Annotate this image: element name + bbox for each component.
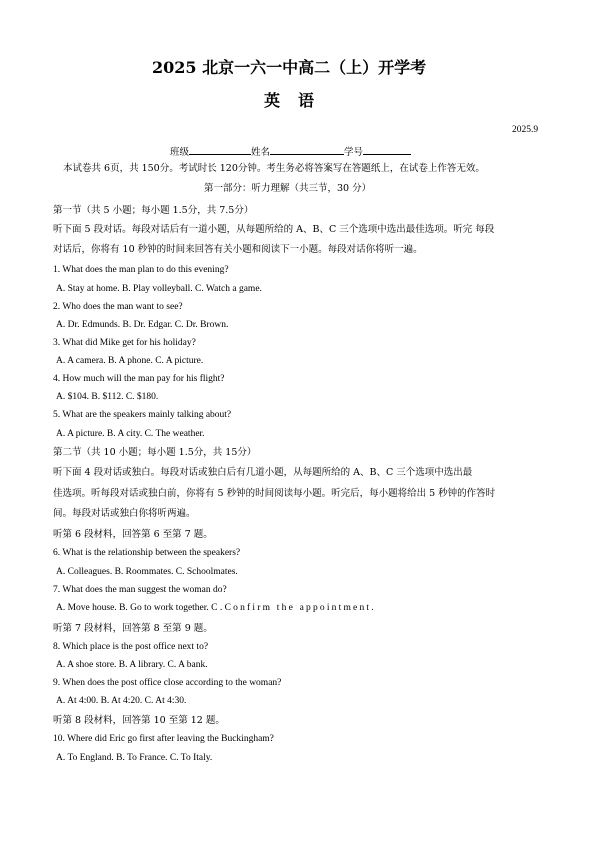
section2-title: 第二节（共 10 小题；每小题 1.5分，共 15分） <box>53 447 257 458</box>
question-9: 9. When does the post office close according to the woman? <box>53 678 282 688</box>
question-7-options-b: Confirm the appointment. <box>224 603 376 613</box>
material-6-heading: 听第 6 段材料，回答第 6 至第 7 题。 <box>53 529 213 540</box>
question-9-options: A. At 4:00. B. At 4:20. C. At 4:30. <box>56 696 187 706</box>
class-blank[interactable] <box>189 145 251 155</box>
question-6: 6. What is the relationship between the speakers? <box>53 548 241 558</box>
name-blank[interactable] <box>270 145 344 155</box>
question-2: 2. Who does the man want to see? <box>53 302 183 312</box>
exam-notice: 本试卷共 6页，共 150分。考试时长 120分钟。考生务必将答案写在答题纸上，在试卷上作答无效。 <box>63 163 485 174</box>
section2-instruction-line: 间。每段对话或独白你将听两遍。 <box>53 508 196 519</box>
question-7-options-a: A. Move house. B. Go to work together. C . <box>56 603 223 613</box>
question-3-options: A. A camera. B. A phone. C. A picture. <box>56 356 204 366</box>
material-8-heading: 听第 8 段材料，回答第 10 至第 12 题。 <box>53 715 225 726</box>
question-1-options: A. Stay at home. B. Play volleyball. C. Watch a game. <box>56 284 262 294</box>
question-3: 3. What did Mike get for his holiday? <box>53 338 196 348</box>
id-label: 学号 <box>344 147 364 158</box>
question-5-options: A. A picture. B. A city. C. The weather. <box>56 429 205 439</box>
material-7-heading: 听第 7 段材料，回答第 8 至第 9 题。 <box>53 623 213 634</box>
section1-instruction-line: 对话后，你将有 10 秒钟的时间来回答有关小题和阅读下一小题。每段对话你将听一遍。 <box>53 244 423 255</box>
section2-instruction-line: 听下面 4 段对话或独白。每段对话或独白后有几道小题，从每题所给的 A、B、C 三个选项中选出最 <box>53 467 473 478</box>
question-2-options: A. Dr. Edmunds. B. Dr. Edgar. C. Dr. Brown. <box>56 320 229 330</box>
question-7-options <box>56 604 376 614</box>
section1-title: 第一节（共 5 小题；每小题 1.5分，共 7.5分） <box>53 205 254 216</box>
question-8: 8. Which place is the post office next to? <box>53 642 209 652</box>
question-1: 1. What does the man plan to do this evening? <box>53 265 229 275</box>
name-label: 姓名 <box>251 147 271 158</box>
class-label: 班级 <box>170 147 190 158</box>
section1-instruction-line: 听下面 5 段对话。每段对话后有一道小题，从每题所给的 A、B、C 三个选项中选出最佳选项。听完 每段 <box>53 224 495 235</box>
question-10: 10. Where did Eric go first after leaving the Buckingham? <box>53 734 274 744</box>
question-5: 5. What are the speakers mainly talking about? <box>53 410 232 420</box>
question-4: 4. How much will the man pay for his flight? <box>53 374 225 384</box>
student-info-line <box>170 145 411 158</box>
section2-instruction-line: 佳选项。听每段对话或独白前，你将有 5 秒钟的时间阅读每小题。听完后，每小题将给出 5 秒钟的作答时 <box>53 488 496 499</box>
exam-subject: 英语 <box>264 91 333 110</box>
question-10-options: A. To England. B. To France. C. To Italy. <box>56 753 213 763</box>
question-7: 7. What does the man suggest the woman do? <box>53 585 227 595</box>
question-4-options: A. $104. B. $112. C. $180. <box>56 392 159 402</box>
question-6-options: A. Colleagues. B. Roommates. C. Schoolmates. <box>56 567 238 577</box>
id-blank[interactable] <box>363 145 411 155</box>
question-8-options: A. A shoe store. B. A library. C. A bank. <box>56 660 208 670</box>
part1-title: 第一部分：听力理解（共三节，30 分） <box>204 183 372 194</box>
exam-title: 2025 北京一六一中高二（上）开学考 <box>152 58 427 77</box>
exam-date: 2025.9 <box>512 125 539 135</box>
